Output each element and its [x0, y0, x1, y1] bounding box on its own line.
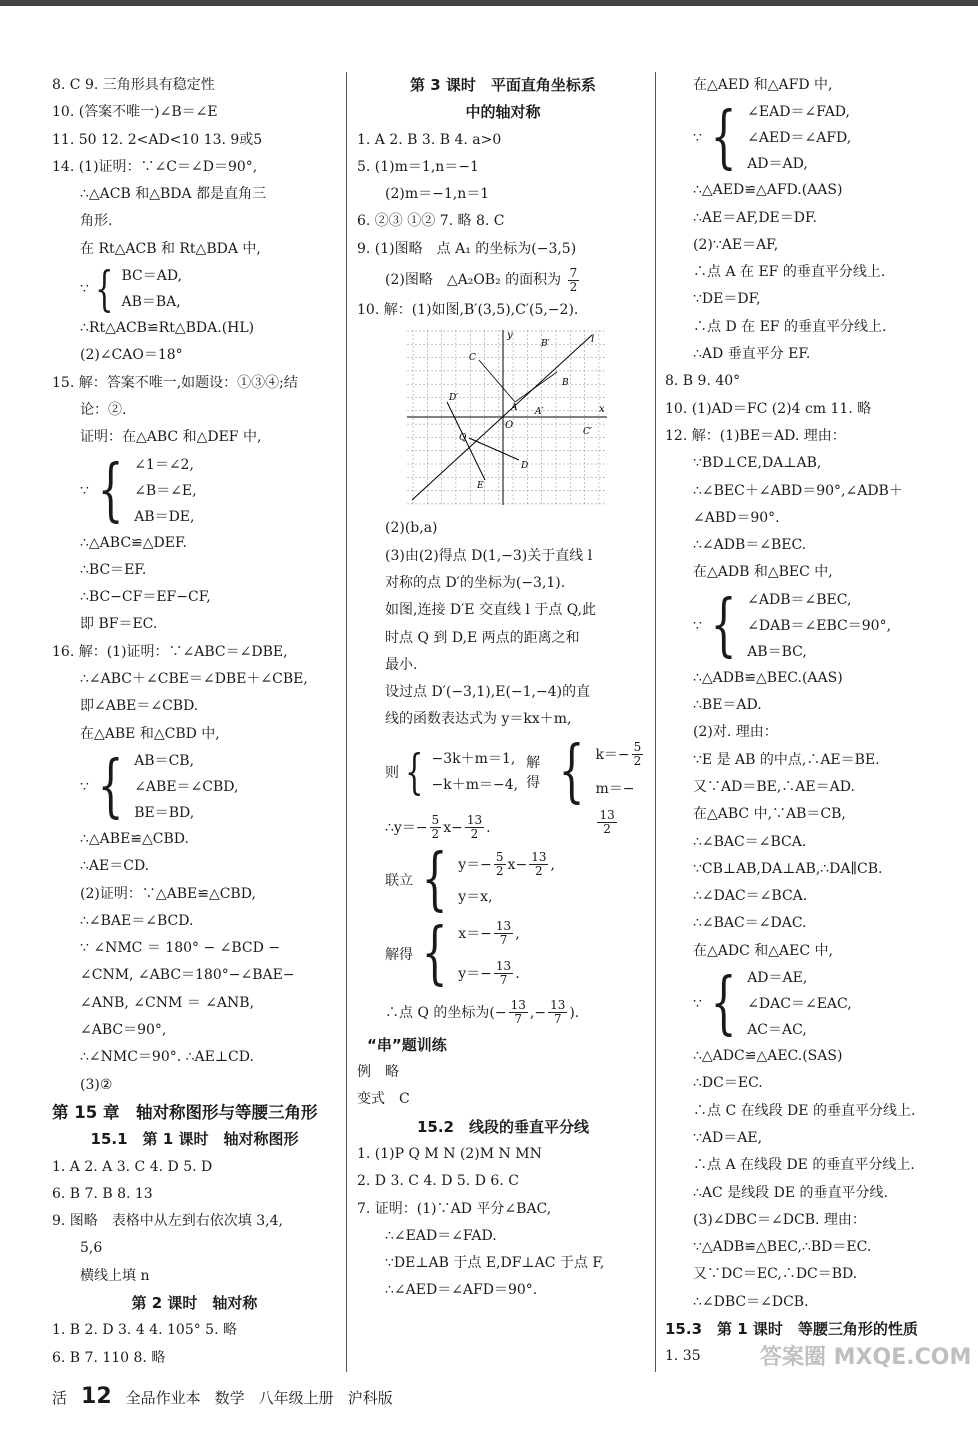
answer-line: 例 略 [357, 1064, 399, 1081]
point-B: B [562, 378, 569, 389]
section-heading: 15.1 第 1 课时 轴对称图形 [90, 1130, 299, 1149]
answer-line: 8. C 9. 三角形具有稳定性 [52, 77, 215, 93]
answer-line: 角形. [80, 213, 113, 230]
answer-line: 5. (1)m＝1,n＝−1 [357, 158, 479, 175]
brace-system: ∵ { ∠1＝∠2, ∠B＝∠E, AB＝DE, [80, 450, 197, 530]
chapter-heading: 第 15 章 轴对称图形与等腰三角形 [52, 1102, 318, 1122]
answer-line: ∴∠DAC＝∠BCA. [693, 888, 808, 905]
footer-grade: 八年级上册 [258, 1389, 334, 1407]
answer-line: ∵CB⊥AB,DA⊥AB,∴DA∥CB. [693, 860, 883, 877]
answer-line: (2)m＝−1,n＝1 [385, 186, 490, 203]
section-heading: 15.3 第 1 课时 等腰三角形的性质 [665, 1319, 918, 1338]
answer-line: ∴∠EAD＝∠FAD. [385, 1227, 497, 1244]
answer-line: ∴∠BEC＋∠ABD＝90°,∠ADB＋ [693, 482, 903, 499]
answer-line: 如图,连接 D′E 交直线 l 于点 Q,此 [385, 602, 597, 619]
answer-line: ∴△ADC≌△AEC.(SAS) [693, 1048, 843, 1065]
answer-line: 又∵AD＝BE,∴AE＝AD. [693, 778, 855, 795]
answer-line: ∴Rt△ACB≌Rt△BDA.(HL) [80, 320, 255, 337]
answer-line: 12. 解：(1)BE＝AD. 理由： [665, 427, 846, 444]
answer-line: ∴点 C 在线段 DE 的垂直平分线上. [693, 1102, 916, 1119]
answer-line: ∴BE＝AD. [693, 697, 762, 714]
answer-line: ∴∠DBC＝∠DCB. [693, 1293, 809, 1310]
brace-system: ∵ { AB＝CB, ∠ABE＝∠CBD, BE＝BD, [80, 746, 239, 826]
brace-item: AB＝DE, [134, 508, 195, 525]
point-Q: Q [459, 433, 467, 444]
answer-line: 在△AED 和△AFD 中, [693, 77, 833, 93]
answer-line: 对称的点 D′的坐标为(−3,1). [385, 574, 566, 591]
point-Dprime: D′ [449, 393, 459, 404]
point-C: C [469, 353, 476, 364]
column-middle [357, 72, 649, 1305]
answer-line: 在△ADB 和△BEC 中, [693, 564, 833, 581]
answer-line: 6. ②③ ①② 7. 略 8. C [357, 213, 505, 230]
footer-subject: 数学 [214, 1389, 245, 1407]
answer-line: 在△ABE 和△CBD 中, [80, 725, 220, 742]
answer-line: ∵BD⊥CE,DA⊥AB, [693, 455, 822, 472]
answer-line: (2)对. 理由： [693, 724, 778, 741]
answer-line: 最小. [385, 656, 418, 673]
brace-item: AB＝CB, [134, 752, 195, 769]
answer-line: 在△ADC 和△AEC 中, [693, 942, 833, 959]
footer-mark: 活 [52, 1389, 68, 1407]
answer-line: 又∵DC＝EC,∴DC＝BD. [693, 1266, 858, 1283]
answer-line: 横线上填 n [80, 1267, 150, 1284]
answer-line: ∴BC−CF＝EF−CF, [80, 589, 211, 606]
answer-line: 10. (答案不唯一)∠B＝∠E [52, 104, 218, 121]
answer-line: (2)∠CAO＝18° [80, 347, 183, 364]
brace-item: AB＝BA, [121, 294, 181, 311]
brace-item: BC＝AD, [121, 268, 183, 285]
y-label: y [507, 330, 513, 342]
answer-line: 15. 解：答案不唯一,如题设：①③④;结 [52, 374, 298, 391]
answer-line: ∴y＝− $\frac{5}{2}$ x− $\frac{13}{2}$ . [385, 813, 491, 842]
answer-line: 在 Rt△ACB 和 Rt△BDA 中, [80, 240, 261, 257]
answer-line: ∴△ABC≌△DEF. [80, 534, 187, 551]
column-left [52, 72, 337, 1372]
answer-line: ∠CNM, ∠ABC＝180°−∠BAE− [80, 967, 295, 984]
answer-line: 9. 图略 表格中从左到右依次填 3,4, [52, 1213, 283, 1230]
answer-line: ∵ ∠NMC ＝ 180° − ∠BCD − [80, 940, 281, 957]
coordinate-graph [407, 330, 607, 505]
section-heading: “串”题训练 [367, 1035, 447, 1054]
answer-line: ∴BC＝EF. [80, 561, 147, 578]
fraction: $\frac{7}{2}$ [569, 265, 578, 294]
equation-system: 解得 { x＝− $\frac{13}{7}$ , y＝− $\frac{13}{7}$ . [385, 913, 520, 993]
answer-line: ∵DE＝DF, [693, 291, 761, 308]
answer-line: ∴点 D 在 EF 的垂直平分线上. [693, 318, 887, 335]
answer-line: (2)证明：∵△ABE≌△CBD, [80, 885, 256, 902]
watermark-stamp: 答案圈 MXQE.COM [760, 1345, 972, 1370]
point-D: D [521, 461, 529, 472]
answer-line: ∴∠BAC＝∠DAC. [693, 915, 807, 932]
brace-system: ∵ { ∠ADB＝∠BEC, ∠DAB＝∠EBC＝90°, AB＝BC, [693, 585, 892, 665]
triangle-ABC [479, 360, 557, 402]
brace-item: ∠1＝∠2, [134, 456, 194, 473]
answer-line: ∴点 Q 的坐标为(− $\frac{13}{7}$ ,− $\frac{13}{7}$ ). [385, 998, 580, 1027]
answer-line: 即 BF＝EC. [80, 616, 158, 633]
answer-line: 1. B 2. D 3. 4 4. 105° 5. 略 [52, 1322, 237, 1339]
answer-line: ∵E 是 AB 的中点,∴AE＝BE. [693, 751, 880, 768]
x-label: x [599, 404, 605, 416]
page-footer [52, 1384, 393, 1409]
answer-line: (3)② [80, 1076, 113, 1093]
answer-line: 9. (1)图略 点 A₁ 的坐标为(−3,5) [357, 240, 577, 257]
answer-line: 10. (1)AD＝FC (2)4 cm 11. 略 [665, 400, 872, 417]
answer-line: (2)∵AE＝AF, [693, 236, 779, 253]
answer-line: ∴∠BAE＝∠BCD. [80, 912, 194, 929]
answer-line: 11. 50 12. 2<AD<10 13. 9或5 [52, 131, 263, 148]
answer-line: ∴∠NMC＝90°. ∴AE⊥CD. [80, 1049, 254, 1066]
answer-line: ∵AD＝AE, [693, 1129, 763, 1146]
answer-line: 即∠ABE＝∠CBD. [80, 698, 199, 715]
point-A: A [511, 403, 518, 414]
brace-system: ∵ { ∠EAD＝∠FAD, ∠AED＝∠AFD, AD＝AD, [693, 98, 852, 178]
answer-line: ∠ABC＝90°, [80, 1022, 167, 1039]
footer-book: 全品作业本 [125, 1389, 201, 1407]
section-heading: 15.2 线段的垂直平分线 [416, 1117, 589, 1136]
answer-line: ∠ABD＝90°. [693, 509, 780, 526]
answer-line: 6. B 7. 110 8. 略 [52, 1349, 166, 1366]
answer-line: 1. (1)P Q M N (2)M N MN [357, 1145, 542, 1162]
answer-line: 变式 C [357, 1091, 410, 1108]
answer-line: 1. 35 [665, 1348, 701, 1365]
answer-line: 在△ABC 中,∵AB＝CB, [693, 806, 846, 823]
answer-line: (2)图略 △A₂OB₂ 的面积为 $\frac{7}{2}$ [385, 265, 578, 294]
answer-line: ∴AE＝AF,DE＝DF. [693, 209, 817, 226]
answer-line: 2. D 3. C 4. D 5. D 6. C [357, 1173, 519, 1190]
equation-system: 则 { −3k＋m＝1, −k＋m＝−4, 解得 { k＝− $\frac{5}{2}$ m＝− $\frac{13}{2}$ [385, 731, 642, 837]
segment-QD [469, 438, 519, 460]
answer-line: (2)(b,a) [385, 520, 438, 537]
answer-line: 8. B 9. 40° [665, 373, 741, 390]
answer-line: ∴∠ABC＋∠CBE＝∠DBE＋∠CBE, [80, 671, 308, 688]
section-heading: 第 3 课时 平面直角坐标系 [410, 76, 596, 94]
answer-line: (3)∠DBC＝∠DCB. 理由： [693, 1211, 866, 1228]
section-heading: 第 2 课时 轴对称 [131, 1293, 258, 1312]
brace-item: ∠ABE＝∠CBD, [134, 778, 239, 795]
answer-line: ∴△ABE≌△CBD. [80, 830, 189, 847]
answer-line: ∴△ADB≌△BEC.(AAS) [693, 669, 843, 686]
answer-line: 线的函数表达式为 y＝kx＋m, [385, 711, 572, 728]
answer-line: ∴AE＝CD. [80, 858, 150, 875]
brace-item: ∠B＝∠E, [134, 482, 197, 499]
answer-line: 1. A 2. B 3. B 4. a>0 [357, 131, 502, 148]
line-label: l [591, 334, 595, 346]
brace-system: ∵ { BC＝AD, AB＝BA, [80, 261, 183, 318]
answer-line: 10. 解：(1)如图,B′(3,5),C′(5,−2). [357, 302, 579, 319]
answer-line: ∴点 A 在线段 DE 的垂直平分线上. [693, 1157, 915, 1174]
answer-line: ∴△ACB 和△BDA 都是直角三 [80, 186, 267, 203]
answer-line: ∴DC＝EC. [693, 1075, 763, 1092]
column-right [665, 72, 965, 1371]
answer-line: ∴点 A 在 EF 的垂直平分线上. [693, 264, 886, 281]
answer-line: ∴∠ADB＝∠BEC. [693, 537, 807, 554]
brace-item: BE＝BD, [134, 804, 195, 821]
brace-system: ∵ { AD＝AE, ∠DAC＝∠EAC, AC＝AC, [693, 964, 852, 1044]
equation-system: 联立 { y＝− $\frac{5}{2}$ x− $\frac{13}{2}$ , y＝x, [385, 839, 555, 919]
column-divider [655, 72, 656, 1372]
footer-edition: 沪科版 [347, 1389, 393, 1407]
answer-line: 论：②. [80, 401, 127, 418]
top-edge [0, 0, 978, 6]
answer-line: ∠ANB, ∠CNM ＝ ∠ANB, [80, 994, 255, 1011]
column-divider [346, 72, 347, 1372]
answer-line: (3)由(2)得点 D(1,−3)关于直线 l [385, 547, 593, 564]
section-heading: 中的轴对称 [465, 103, 541, 122]
answer-line: 7. 证明：(1)∵AD 平分∠BAC, [357, 1200, 552, 1217]
answer-line: ∴∠BAC＝∠BCA. [693, 833, 807, 850]
answer-line: ∴AD 垂直平分 EF. [693, 346, 811, 363]
answer-line: ∵△ADB≌△BEC,∴BD＝EC. [693, 1239, 872, 1256]
answer-line: 时点 Q 到 D,E 两点的距离之和 [385, 629, 580, 646]
answer-line: 证明：在△ABC 和△DEF 中, [80, 429, 262, 446]
point-E: E [477, 481, 484, 492]
answer-line: 14. (1)证明：∵∠C＝∠D＝90°, [52, 158, 258, 175]
answer-line: ∴AC 是线段 DE 的垂直平分线. [693, 1184, 888, 1201]
answer-line: ∴∠AED＝∠AFD＝90°. [385, 1282, 538, 1299]
origin-label: O [505, 420, 514, 432]
answer-line: 6. B 7. B 8. 13 [52, 1185, 153, 1202]
point-Cprime: C′ [583, 427, 592, 438]
answer-line: ∵DE⊥AB 于点 E,DF⊥AC 于点 F, [385, 1255, 605, 1272]
answer-line: ∴△AED≌△AFD.(AAS) [693, 182, 843, 199]
answer-line: 5,6 [80, 1240, 103, 1257]
point-Bprime: B′ [541, 339, 550, 350]
answer-line: 1. A 2. A 3. C 4. D 5. D [52, 1158, 213, 1175]
point-Aprime: A′ [535, 407, 544, 418]
page-number: 12 [81, 1384, 112, 1409]
answer-line: 16. 解：(1)证明：∵∠ABC＝∠DBE, [52, 643, 288, 660]
answer-line: 设过点 D′(−3,1),E(−1,−4)的直 [385, 684, 591, 701]
